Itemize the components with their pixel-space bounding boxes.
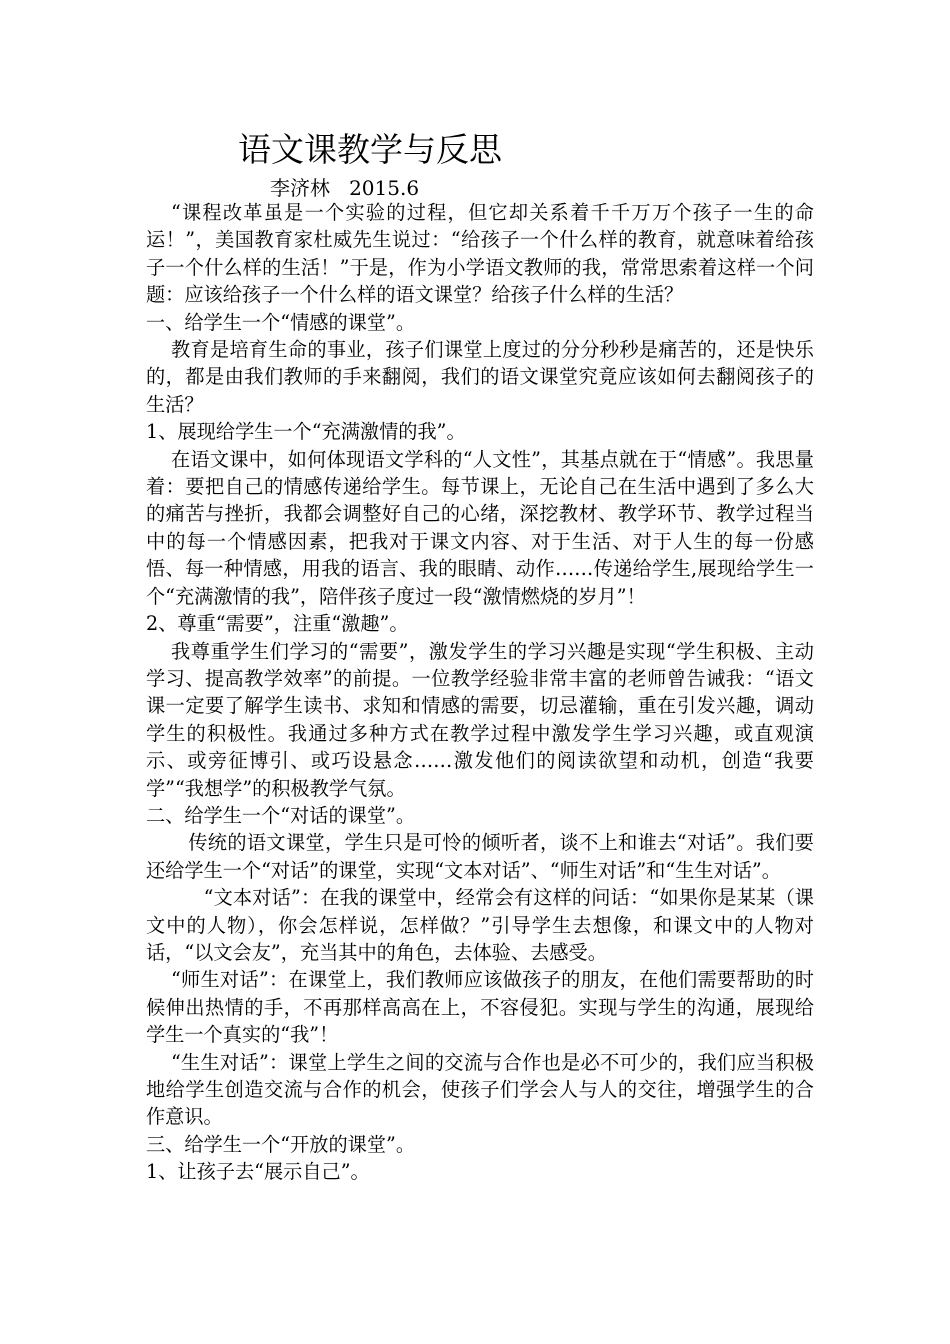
body-paragraph: “师生对话”：在课堂上，我们教师应该做孩子的朋友，在他们需要帮助的时候伸出热情的手，不再那样高高在上，不容侵犯。实现与学生的沟通，展现给学生一个真实的“我”！ bbox=[146, 968, 814, 1047]
body-paragraph: “文本对话”：在我的课堂中，经常会有这样的问话：“如果你是某某（课文中的人物），你会怎样说，怎样做？”引导学生去想像，和课文中的人物对话，“以文会友”，充当其中的角色，去体验、去感受。 bbox=[146, 886, 814, 964]
body-paragraph: “生生对话”：课堂上学生之间的交流与合作也是必不可少的，我们应当积极地给学生创造交流与合作的机会，使孩子们学会人与人的交往，增强学生的合作意识。 bbox=[146, 1050, 814, 1129]
subsection-heading-1-2: 2、尊重“需要”，注重“激趣”。 bbox=[146, 612, 409, 636]
subsection-heading-3-1: 1、让孩子去“展示自己”。 bbox=[146, 1160, 370, 1184]
document-title: 语文课教学与反思 bbox=[238, 130, 502, 169]
author-date-line: 李济林 2015.6 bbox=[270, 176, 420, 200]
body-paragraph: 教育是培育生命的事业，孩子们课堂上度过的分分秒秒是痛苦的，还是快乐的，都是由我们教师的手来翻阅，我们的语文课堂究竟应该如何去翻阅孩子的生活？ bbox=[146, 338, 814, 416]
section-heading-1: 一、给学生一个“情感的课堂”。 bbox=[146, 310, 416, 334]
body-paragraph: 传统的语文课堂，学生只是可怜的倾听者，谈不上和谁去“对话”。我们要还给学生一个“对话”的课堂，实现“文本对话”、“师生对话”和“生生对话”。 bbox=[146, 831, 814, 882]
subsection-heading-1-1: 1、展现给学生一个“充满激情的我”。 bbox=[146, 420, 466, 444]
document-body bbox=[146, 199, 814, 1186]
section-heading-2: 二、给学生一个“对话的课堂”。 bbox=[146, 803, 416, 827]
section-heading-3: 三、给学生一个“开放的课堂”。 bbox=[146, 1132, 416, 1156]
intro-paragraph: “课程改革虽是一个实验的过程，但它却关系着千千万万个孩子一生的命运！”，美国教育家杜威先生说过：“给孩子一个什么样的教育，就意味着给孩子一个什么样的生活！”于是，作为小学语文教师的我，常常思索着这样一个问题：应该给孩子一个什么样的语文课堂？给孩子什么样的生活？ bbox=[146, 201, 814, 307]
body-paragraph: 我尊重学生们学习的“需要”，激发学生的学习兴趣是实现“学生积极、主动学习、提高教学效率”的前提。一位教学经验非常丰富的老师曾告诫我：“语文课一定要了解学生读书、求知和情感的需要，切忌灌输，重在引发兴趣，调动学生的积极性。我通过多种方式在教学过程中激发学生学习兴趣，或直观演示、或旁征博引、或巧设悬念……激发他们的阅读欲望和动机，创造“我要学”“我想学”的积极教学气氛。 bbox=[146, 639, 814, 800]
body-paragraph: 在语文课中，如何体现语文学科的“人文性”，其基点就在于“情感”。我思量着：要把自己的情感传递给学生。每节课上，无论自己在生活中遇到了多么大的痛苦与挫折，我都会调整好自己的心绪，深挖教材、教学环节、教学过程当中的每一个情感因素，把我对于课文内容、对于生活、对于人生的每一份感悟、每一种情感，用我的语言、我的眼睛、动作……传递给学生,展现给学生一个“充满激情的我”，陪伴孩子度过一段“激情燃烧的岁月”！ bbox=[146, 447, 814, 608]
